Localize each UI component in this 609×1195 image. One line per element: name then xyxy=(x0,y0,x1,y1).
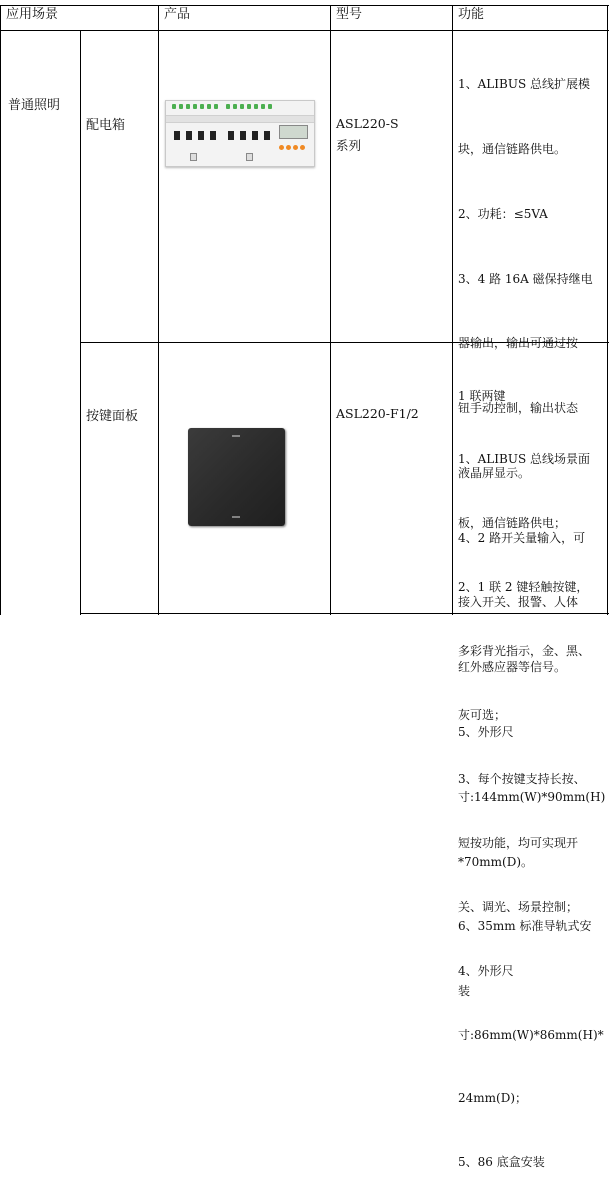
function-line: 灰可选； xyxy=(458,708,507,723)
function-line: 多彩背光指示，金、黑、 xyxy=(458,644,591,659)
function-line: 钮手动控制，输出状态 xyxy=(458,401,579,416)
function-line: 2、1 联 2 键轻触按键， xyxy=(458,580,589,595)
function-line: 1、ALIBUS 总线场景面 xyxy=(458,452,590,467)
din-rail-module-icon xyxy=(165,100,315,167)
function-line: 短按功能，均可实现开 xyxy=(458,835,579,850)
model-asl220-f1-2 xyxy=(336,403,419,425)
function-line: 5、86 底盒安装 xyxy=(458,1155,545,1170)
table-col-divider-4 xyxy=(452,5,453,615)
function-line: 5、外形尺 xyxy=(458,725,514,739)
function-line: 寸:86mm(W)*86mm(H)* xyxy=(458,1027,604,1042)
function-line: 装 xyxy=(458,984,471,999)
function-line: 3、4 路 16A 磁保持继电 xyxy=(458,271,593,286)
model-line: ASL220-F1/2 xyxy=(336,406,419,421)
function-line: 寸:144mm(W)*90mm(H) xyxy=(458,789,606,804)
function-line: 器输出，输出可通过按 xyxy=(458,336,579,351)
header-product: 产品 xyxy=(164,7,191,22)
table-border-right xyxy=(607,5,608,615)
function-line: 4、2 路开关量输入，可 xyxy=(458,530,586,545)
function-line: 接入开关、报警、人体 xyxy=(458,595,579,610)
table-col-divider-3 xyxy=(330,5,331,615)
function-line: 液晶屏显示。 xyxy=(458,465,531,480)
function-line: 1 联两键 xyxy=(458,388,506,403)
function-line: 红外感应器等信号。 xyxy=(458,660,567,675)
function-list-asl220-f1-2 xyxy=(458,343,604,1195)
function-line: 24mm(D)； xyxy=(458,1091,528,1106)
function-line: 1、ALIBUS 总线扩展模 xyxy=(458,77,590,92)
header-scene: 应用场景 xyxy=(6,7,59,22)
function-line: 6、35mm 标准导轨式安 xyxy=(458,919,592,934)
function-line: 2、功耗：≤5VA xyxy=(458,206,548,221)
table-col-divider-2 xyxy=(158,5,159,615)
function-line: 4、外形尺 xyxy=(458,963,514,978)
keypad-panel-icon xyxy=(188,428,285,526)
scene-label: 普通照明 xyxy=(8,98,61,113)
header-function: 功能 xyxy=(458,7,485,22)
table-border-top xyxy=(0,5,609,6)
model-asl220-s xyxy=(336,113,399,157)
table-border-left xyxy=(0,5,1,615)
function-line: 3、每个按键支持长按、 xyxy=(458,771,586,786)
function-line: 关、调光、场景控制； xyxy=(458,899,579,914)
header-model: 型号 xyxy=(336,7,363,22)
model-line: ASL220-S xyxy=(336,116,399,131)
model-line: 系列 xyxy=(336,137,362,153)
function-line: 板，通信链路供电； xyxy=(458,516,567,531)
function-line: *70mm(D)。 xyxy=(458,854,534,869)
function-line: 块，通信链路供电。 xyxy=(458,141,567,156)
product-name-distribution-box: 配电箱 xyxy=(86,118,126,133)
table-col-divider-1 xyxy=(80,30,81,615)
product-name-keypad: 按键面板 xyxy=(86,409,139,424)
